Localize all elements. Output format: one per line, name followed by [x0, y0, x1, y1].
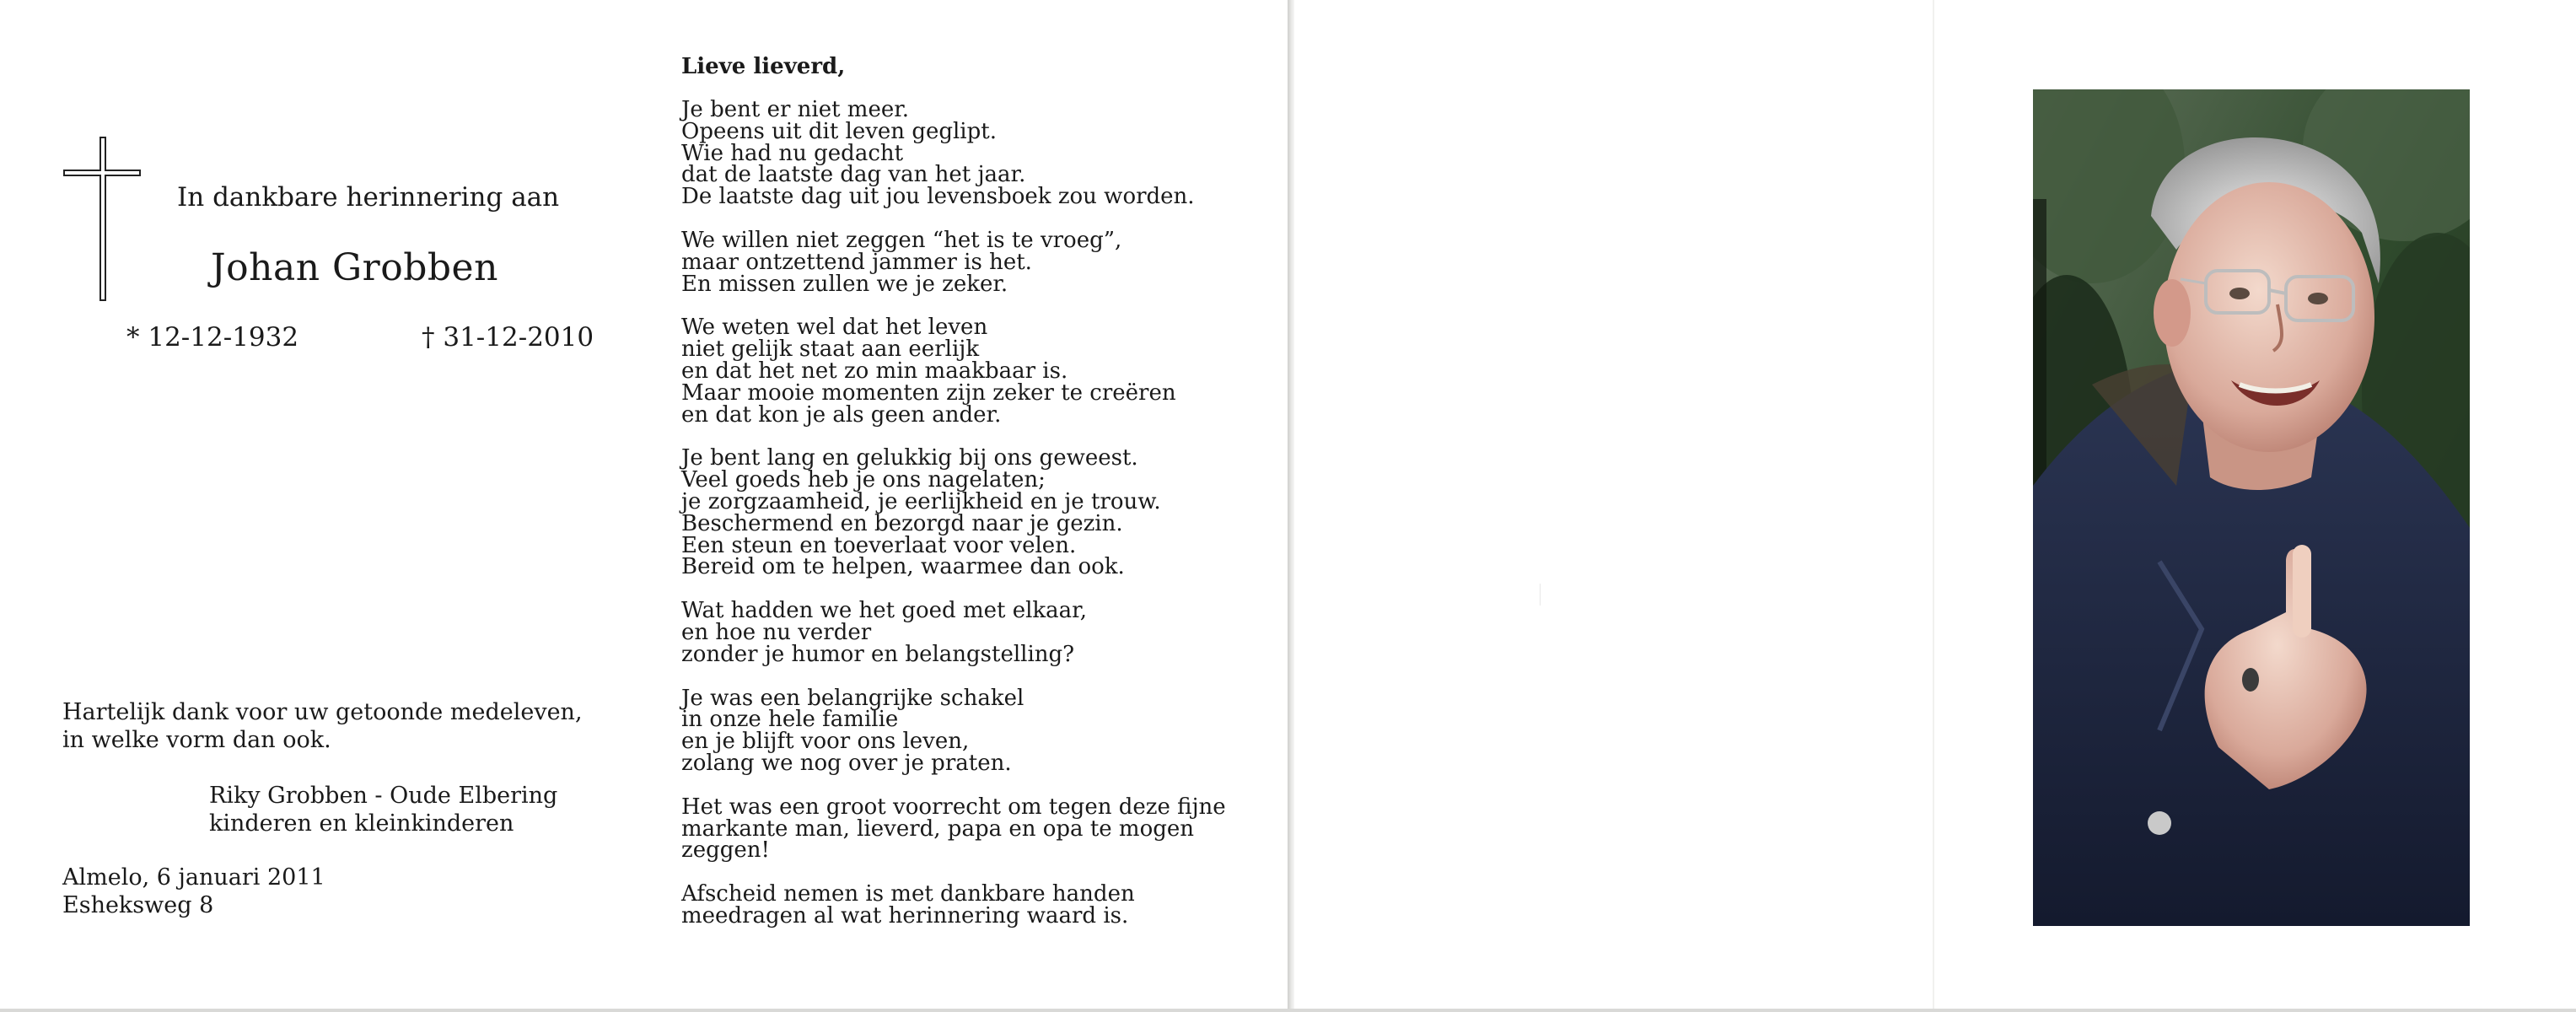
- poem-stanzas: [681, 97, 1226, 929]
- poem-line: en hoe nu verder: [681, 619, 872, 645]
- poem-line: Opeens uit dit leven geglipt.: [681, 118, 997, 144]
- inner-fold-line: [1933, 0, 1934, 1009]
- poem-line: dat de laatste dag van het jaar.: [681, 162, 1026, 188]
- poem-line: zolang we nog over je praten.: [681, 750, 1012, 776]
- poem-line: niet gelijk staat aan eerlijk: [681, 336, 980, 363]
- poem-line: zeggen!: [681, 837, 770, 864]
- portrait-photo: [2033, 89, 2470, 926]
- poem-stanza: [681, 445, 1226, 580]
- thanks-line: in welke vorm dan ook.: [62, 727, 331, 753]
- fold-shadow: [1288, 0, 1294, 1009]
- poem-line: We willen niet zeggen “het is te vroeg”,: [681, 227, 1122, 253]
- family-signature: [209, 782, 557, 837]
- poem-stanza: [681, 685, 1226, 776]
- poem-line: En missen zullen we je zeker.: [681, 271, 1008, 297]
- poem-line: en dat kon je als geen ander.: [681, 401, 1002, 428]
- thanks-note: [62, 698, 583, 754]
- poem: [681, 54, 1226, 950]
- place-date-line: Almelo, 6 januari 2011: [62, 864, 325, 891]
- deceased-name: Johan Grobben: [211, 246, 498, 289]
- poem-stanza: [681, 97, 1226, 210]
- poem-title: Lieve lieverd,: [681, 54, 846, 79]
- poem-line: Veel goeds heb je ons nagelaten;: [681, 467, 1046, 493]
- intro-text: In dankbare herinnering aan: [177, 182, 560, 213]
- birth-date: * 12-12-1932: [126, 322, 299, 353]
- address-line: Esheksweg 8: [62, 892, 214, 918]
- poem-line: en je blijft voor ons leven,: [681, 729, 970, 755]
- poem-line: meedragen al wat herinnering waard is.: [681, 902, 1129, 929]
- poem-stanza: [681, 794, 1226, 864]
- poem-stanza: [681, 227, 1226, 297]
- poem-line: De laatste dag uit jou levensboek zou worden.: [681, 184, 1195, 210]
- poem-line: je zorgzaamheid, je eerlijkheid en je trouw.: [681, 488, 1161, 514]
- poem-line: maar ontzettend jammer is het.: [681, 249, 1032, 275]
- poem-line: Je was een belangrijke schakel: [681, 685, 1024, 711]
- place-and-date: [62, 864, 325, 919]
- thanks-line: Hartelijk dank voor uw getoonde medeleven,: [62, 699, 583, 725]
- death-date: † 31-12-2010: [422, 322, 594, 353]
- poem-stanza: [681, 317, 1226, 426]
- poem-stanza: [681, 600, 1226, 665]
- poem-stanza: [681, 881, 1226, 929]
- poem-line: Wat hadden we het goed met elkaar,: [681, 598, 1087, 624]
- poem-line: We weten wel dat het leven: [681, 315, 988, 341]
- poem-line: Beschermend en bezorgd naar je gezin.: [681, 510, 1123, 536]
- poem-line: markante man, lieverd, papa en opa te mogen: [681, 816, 1195, 842]
- poem-line: Bereid om te helpen, waarmee dan ook.: [681, 554, 1125, 580]
- family-line: kinderen en kleinkinderen: [209, 810, 514, 837]
- poem-line: in onze hele familie: [681, 707, 899, 733]
- poem-line: Een steun en toeverlaat voor velen.: [681, 532, 1077, 558]
- paper-mark: [1540, 584, 1546, 606]
- cross-icon: [61, 137, 143, 302]
- bottom-edge: [0, 1009, 2576, 1012]
- card-left-panel: [0, 0, 1288, 1009]
- poem-line: Afscheid nemen is met dankbare handen: [681, 881, 1135, 907]
- poem-line: Je bent lang en gelukkig bij ons geweest.: [681, 445, 1138, 471]
- poem-line: Het was een groot voorrecht om tegen deze fijne: [681, 794, 1226, 820]
- poem-line: Maar mooie momenten zijn zeker te creëren: [681, 380, 1176, 406]
- poem-line: Je bent er niet meer.: [681, 97, 910, 122]
- poem-line: en dat het net zo min maakbaar is.: [681, 358, 1068, 384]
- poem-line: Wie had nu gedacht: [681, 140, 904, 166]
- poem-line: zonder je humor en belangstelling?: [681, 641, 1075, 667]
- family-line: Riky Grobben - Oude Elbering: [209, 783, 558, 809]
